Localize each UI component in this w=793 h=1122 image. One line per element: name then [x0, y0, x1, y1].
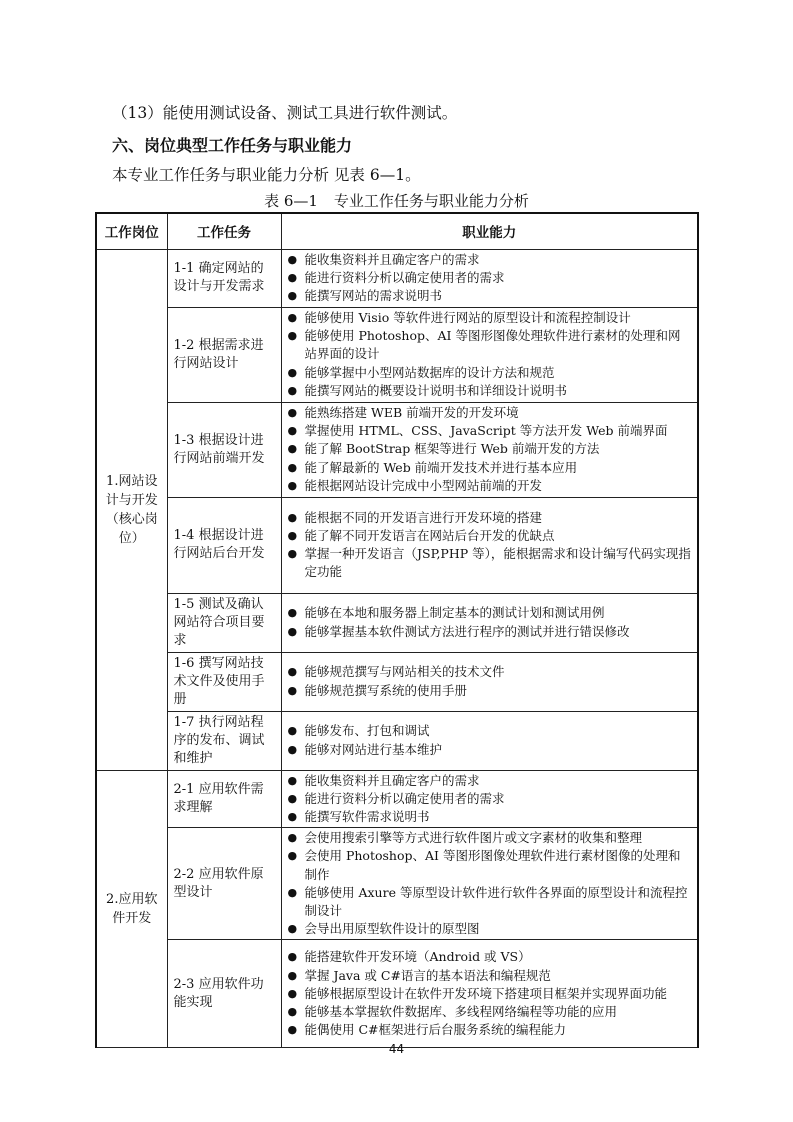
- task-cell: 1-1 确定网站的设计与开发需求: [167, 249, 281, 307]
- header-task: 工作任务: [167, 213, 281, 249]
- task-cell: 2-2 应用软件原型设计: [167, 828, 281, 940]
- ability-item: ● 能了解最新的 Web 前端开发技术并进行基本应用: [288, 459, 692, 477]
- ability-item: ● 能够掌握中小型网站数据库的设计方法和规范: [288, 364, 692, 382]
- task-cell: 1-4 根据设计进行网站后台开发: [167, 497, 281, 593]
- ability-list: [288, 663, 692, 699]
- ability-cell: [281, 402, 698, 497]
- table-row: [96, 940, 698, 1048]
- ability-item: ● 能收集资料并且确定客户的需求: [288, 251, 692, 269]
- ability-cell: [281, 828, 698, 940]
- ability-list: [288, 948, 692, 1039]
- page-number: 44: [388, 1042, 405, 1056]
- ability-list: [288, 509, 692, 582]
- ability-item: ● 会导出用原型软件设计的原型图: [288, 920, 692, 938]
- header-ability: 职业能力: [281, 213, 698, 249]
- ability-cell: [281, 593, 698, 652]
- ability-item: ● 能够基本掌握软件数据库、多线程网络编程等功能的应用: [288, 1003, 692, 1021]
- ability-item: ● 会使用搜索引擎等方式进行软件图片或文字素材的收集和整理: [288, 829, 692, 847]
- ability-item: ● 能够在本地和服务器上制定基本的测试计划和测试用例: [288, 604, 692, 622]
- ability-item: ● 能偶使用 C#框架进行后台服务系统的编程能力: [288, 1021, 692, 1039]
- ability-list: [288, 251, 692, 306]
- table-row: [96, 652, 698, 711]
- ability-cell: [281, 497, 698, 593]
- task-cell: 1-5 测试及确认网站符合项目要求: [167, 593, 281, 652]
- position-cell: 1.网站设计与开发（核心岗位）: [96, 249, 167, 770]
- ability-item: ● 能了解 BootStrap 框架等进行 Web 前端开发的方法: [288, 440, 692, 458]
- task-cell: 1-6 撰写网站技术文件及使用手册: [167, 652, 281, 711]
- position-cell: 2.应用软件开发: [96, 770, 167, 1048]
- table-row: [96, 828, 698, 940]
- intro-paragraph: 本专业工作任务与职业能力分析 见表 6—1。: [112, 166, 421, 184]
- ability-list: [288, 604, 692, 640]
- task-cell: 1-7 执行网站程序的发布、调试和维护: [167, 711, 281, 770]
- ability-item: ● 能够使用 Photoshop、AI 等图形图像处理软件进行素材的处理和网站界面的设计: [288, 327, 692, 363]
- table-row: [96, 402, 698, 497]
- ability-cell: [281, 652, 698, 711]
- ability-item: ● 能够规范撰写系统的使用手册: [288, 682, 692, 700]
- ability-item: ● 能撰写网站的概要设计说明书和详细设计说明书: [288, 382, 692, 400]
- table-row: [96, 770, 698, 828]
- task-cell: 1-2 根据需求进行网站设计: [167, 307, 281, 402]
- ability-item: ● 能够掌握基本软件测试方法进行程序的测试并进行错误修改: [288, 623, 692, 641]
- task-cell: 2-1 应用软件需求理解: [167, 770, 281, 828]
- ability-item: ● 能搭建软件开发环境（Android 或 VS）: [288, 948, 692, 966]
- table-row: [96, 307, 698, 402]
- table-row: [96, 593, 698, 652]
- ability-cell: [281, 307, 698, 402]
- ability-cell: [281, 249, 698, 307]
- ability-item: ● 能进行资料分析以确定使用者的需求: [288, 269, 692, 287]
- section-heading: 六、岗位典型工作任务与职业能力: [112, 136, 353, 155]
- ability-item: ● 能根据网站设计完成中小型网站前端的开发: [288, 477, 692, 495]
- ability-item: ● 能撰写网站的需求说明书: [288, 287, 692, 305]
- ability-item: ● 能根据不同的开发语言进行开发环境的搭建: [288, 509, 692, 527]
- ability-item: ● 能够对网站进行基本维护: [288, 741, 692, 759]
- ability-table: [95, 212, 699, 1048]
- ability-item: ● 能熟练搭建 WEB 前端开发的开发环境: [288, 404, 692, 422]
- table-caption-label: 表 6—1: [264, 192, 318, 210]
- ability-list: [288, 309, 692, 400]
- ability-item: ● 会使用 Photoshop、AI 等图形图像处理软件进行素材图像的处理和制作: [288, 847, 692, 883]
- table-row: [96, 711, 698, 770]
- ability-list: [288, 772, 692, 827]
- table-row: [96, 497, 698, 593]
- table-row: [96, 249, 698, 307]
- ability-item: ● 能收集资料并且确定客户的需求: [288, 772, 692, 790]
- ability-item: ● 能够使用 Visio 等软件进行网站的原型设计和流程控制设计: [288, 309, 692, 327]
- ability-cell: [281, 711, 698, 770]
- header-position: 工作岗位: [96, 213, 167, 249]
- ability-item: ● 能够发布、打包和调试: [288, 722, 692, 740]
- ability-list: [288, 722, 692, 758]
- ability-item: ● 能够使用 Axure 等原型设计软件进行软件各界面的原型设计和流程控制设计: [288, 884, 692, 920]
- ability-list: [288, 829, 692, 938]
- table-body: [96, 249, 698, 1048]
- ability-list: [288, 404, 692, 495]
- table-header-row: [96, 213, 698, 249]
- ability-item: ● 掌握一种开发语言（JSP,PHP 等），能根据需求和设计编写代码实现指定功能: [288, 545, 692, 581]
- ability-item: ● 掌握使用 HTML、CSS、JavaScript 等方法开发 Web 前端界面: [288, 422, 692, 440]
- ability-item: ● 掌握 Java 或 C#语言的基本语法和编程规范: [288, 967, 692, 985]
- ability-table-container: [95, 212, 697, 1048]
- task-cell: 2-3 应用软件功能实现: [167, 940, 281, 1048]
- table-caption-title: 专业工作任务与职业能力分析: [333, 192, 529, 210]
- table-caption: [0, 190, 793, 211]
- ability-item: ● 能了解不同开发语言在网站后台开发的优缺点: [288, 527, 692, 545]
- ability-item: ● 能够规范撰写与网站相关的技术文件: [288, 663, 692, 681]
- ability-item: ● 能够根据原型设计在软件开发环境下搭建项目框架并实现界面功能: [288, 985, 692, 1003]
- ability-cell: [281, 940, 698, 1048]
- ability-item: ● 能进行资料分析以确定使用者的需求: [288, 790, 692, 808]
- ability-item: ● 能撰写软件需求说明书: [288, 808, 692, 826]
- intro-list-item: （13）能使用测试设备、测试工具进行软件测试。: [112, 104, 458, 122]
- task-cell: 1-3 根据设计进行网站前端开发: [167, 402, 281, 497]
- ability-cell: [281, 770, 698, 828]
